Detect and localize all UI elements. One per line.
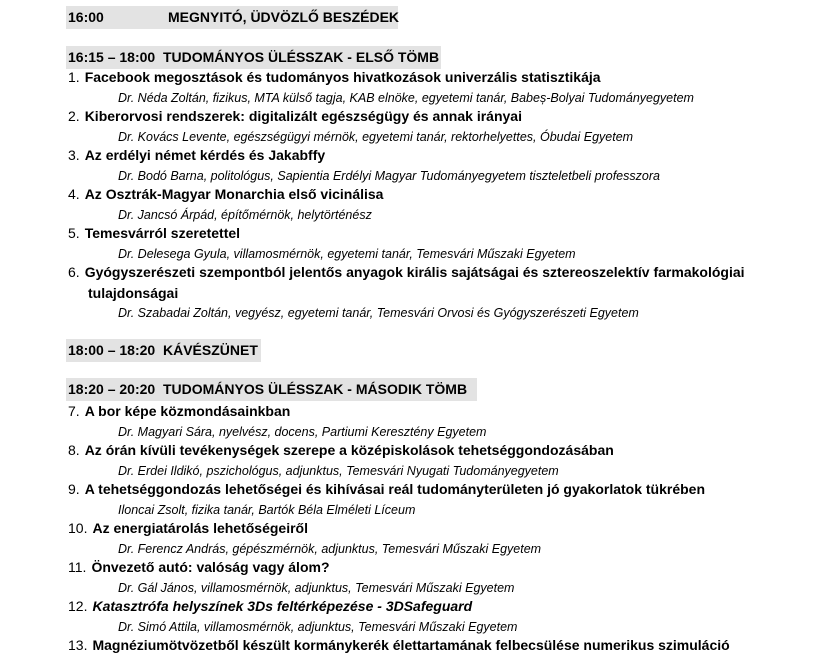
talk-title-text: Az órán kívüli tevékenységek szerepe a középiskolások tehetséggondozásában xyxy=(84,442,614,458)
talk-title-text: Magnéziumötvözetből készült kormánykerék élettartamának felbecsülése numerikus szimuláció xyxy=(92,637,730,653)
talk-speaker: Dr. Kovács Levente, egészségügyi mérnök, egyetemi tanár, rektorhelyettes, Óbudai Egyetem xyxy=(118,130,634,144)
talk-title-text: Az Osztrák-Magyar Monarchia első vicinálisa xyxy=(84,186,384,202)
talk-title xyxy=(68,636,730,655)
talk-number: 3. xyxy=(68,147,80,163)
talk-title-text: Katasztrófa helyszínek 3Ds feltérképezése - 3DSafeguard xyxy=(92,598,473,614)
talk-speaker: Dr. Simó Attila, villamosmérnök, adjunktus, Temesvári Műszaki Egyetem xyxy=(118,620,518,634)
talk-title-text: Az erdélyi német kérdés és Jakabffy xyxy=(84,147,326,163)
talk-title-text: A bor képe közmondásainkban xyxy=(84,403,291,419)
talk-title-text: A tehetséggondozás lehetőségei és kihívásai reál tudományterületen jó gyakorlatok tükrében xyxy=(84,481,706,497)
section-time: 18:00 – 18:20 xyxy=(68,342,156,358)
talk-number: 4. xyxy=(68,186,80,202)
talk-speaker: Dr. Erdei Ildikó, pszichológus, adjunktus, Temesvári Nyugati Tudományegyetem xyxy=(118,464,559,478)
talk-speaker: Dr. Magyari Sára, nyelvész, docens, Partiumi Keresztény Egyetem xyxy=(118,425,487,439)
section-title: TUDOMÁNYOS ÜLÉSSZAK - ELSŐ TÖMB xyxy=(162,49,440,65)
talk-title-text: Gyógyszerészeti szempontból jelentős anyagok királis sajátságai és sztereoszelektív farmakológiai xyxy=(84,264,745,280)
talk-title xyxy=(68,107,522,126)
talk-title-text: Facebook megosztások és tudományos hivatkozások univerzális statisztikája xyxy=(84,69,601,85)
talk-title xyxy=(68,224,240,243)
talk-title xyxy=(68,263,745,282)
section-time: 16:00 xyxy=(68,9,104,25)
talk-speaker: Dr. Delesega Gyula, villamosmérnök, egyetemi tanár, Temesvári Műszaki Egyetem xyxy=(118,247,576,261)
talk-number: 13. xyxy=(68,637,88,653)
talk-title xyxy=(68,402,290,421)
section-title: KÁVÉSZÜNET xyxy=(162,342,258,358)
talk-number: 2. xyxy=(68,108,80,124)
section-time: 18:20 – 20:20 xyxy=(68,381,156,397)
talk-number: 11. xyxy=(68,559,87,575)
talk-title xyxy=(68,441,614,460)
talk-title-text: Temesvárról szeretettel xyxy=(84,225,241,241)
talk-speaker: Dr. Bodó Barna, politológus, Sapientia Erdélyi Magyar Tudományegyetem tiszteletbeli professzora xyxy=(118,169,660,183)
talk-number: 10. xyxy=(68,520,88,536)
talk-title xyxy=(68,185,383,204)
talk-speaker: Dr. Ferencz András, gépészmérnök, adjunktus, Temesvári Műszaki Egyetem xyxy=(118,542,542,556)
talk-title xyxy=(68,68,601,87)
talk-speaker: Dr. Néda Zoltán, fizikus, MTA külső tagja, KAB elnöke, egyetemi tanár, Babeș-Bolyai Tudományegyetem xyxy=(118,91,694,105)
talk-number: 8. xyxy=(68,442,80,458)
talk-number: 12. xyxy=(68,598,88,614)
talk-speaker: Iloncai Zsolt, fizika tanár, Bartók Béla Elméleti Líceum xyxy=(118,503,416,517)
talk-title-text: Önvezető autó: valóság vagy álom? xyxy=(91,559,330,575)
talk-speaker: Dr. Jancsó Árpád, építőmérnök, helytörténész xyxy=(118,208,372,222)
talk-title-continued xyxy=(88,284,178,303)
talk-title-text: Az energiatárolás lehetőségeiről xyxy=(92,520,308,536)
section-title: MEGNYITÓ, ÜDVÖZLŐ BESZÉDEK xyxy=(168,9,400,25)
talk-number: 6. xyxy=(68,264,80,280)
section-header-block1 xyxy=(66,46,441,69)
talk-title xyxy=(68,480,705,499)
section-header-coffee xyxy=(66,339,261,362)
section-time: 16:15 – 18:00 xyxy=(68,49,156,65)
talk-title xyxy=(68,146,325,165)
talk-title xyxy=(68,597,472,616)
talk-title xyxy=(68,519,308,538)
talk-speaker: Dr. Gál János, villamosmérnök, adjunktus, Temesvári Műszaki Egyetem xyxy=(118,581,515,595)
section-header-opening xyxy=(66,6,398,29)
talk-number: 1. xyxy=(68,69,80,85)
talk-title xyxy=(68,558,330,577)
talk-speaker: Dr. Szabadai Zoltán, vegyész, egyetemi tanár, Temesvári Orvosi és Gyógyszerészeti Egyetem xyxy=(118,306,639,320)
talk-number: 7. xyxy=(68,403,80,419)
talk-title-text: tulajdonságai xyxy=(88,285,179,301)
section-header-block2 xyxy=(66,378,477,401)
talk-number: 5. xyxy=(68,225,80,241)
talk-number: 9. xyxy=(68,481,80,497)
talk-title-text: Kiberorvosi rendszerek: digitalizált egészségügy és annak irányai xyxy=(84,108,522,124)
section-title: TUDOMÁNYOS ÜLÉSSZAK - MÁSODIK TÖMB xyxy=(162,381,468,397)
